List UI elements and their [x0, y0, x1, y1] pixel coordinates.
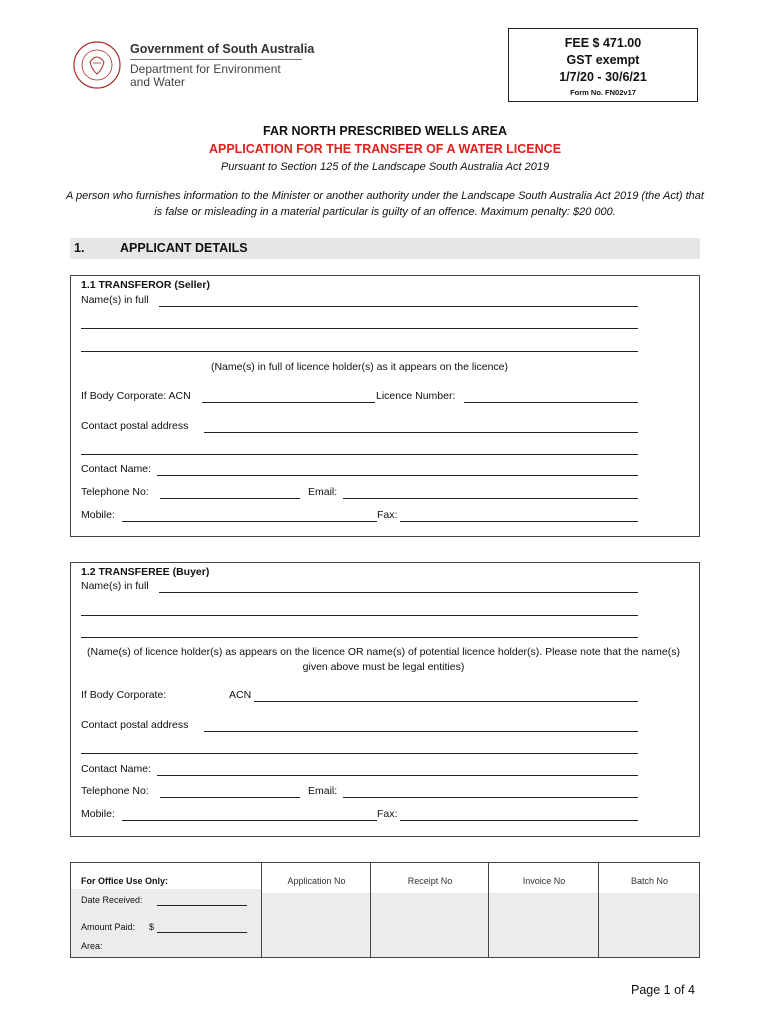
transferee-postal-field-1[interactable] — [204, 731, 638, 732]
transferor-contact-field[interactable] — [157, 475, 638, 476]
transferee-acn-label: ACN — [229, 689, 252, 701]
transferor-mobile-label: Mobile: — [81, 509, 115, 521]
government-name: Government of South Australia — [130, 42, 302, 60]
date-received-label — [81, 895, 143, 905]
transferee-heading: 1.2 TRANSFEREE (Buyer) — [81, 566, 210, 578]
receipt-no-cell[interactable] — [371, 893, 488, 957]
transferee-postal-field-2[interactable] — [81, 753, 638, 754]
transferor-body-corp-label: If Body Corporate: ACN — [81, 390, 191, 402]
date-received-text: Date Received: — [81, 895, 143, 905]
section-title: APPLICANT DETAILS — [120, 241, 248, 255]
amount-paid-field[interactable] — [157, 932, 247, 933]
area-title: FAR NORTH PRESCRIBED WELLS AREA — [263, 124, 507, 138]
office-col-application — [261, 863, 370, 957]
section-header-applicant — [70, 238, 700, 259]
office-col-batch — [598, 863, 699, 957]
office-col-invoice — [488, 863, 598, 957]
transferor-heading: 1.1 TRANSFEROR (Seller) — [81, 279, 210, 291]
transferee-telephone-field[interactable] — [160, 797, 300, 798]
department-name: Department for Environment and Water — [130, 62, 281, 89]
transferor-names-field-1[interactable] — [159, 306, 638, 307]
transferor-telephone-label: Telephone No: — [81, 486, 149, 498]
transferor-mobile-field[interactable] — [122, 521, 377, 522]
transferor-postal-field-2[interactable] — [81, 454, 638, 455]
section-number: 1. — [74, 241, 85, 255]
transferee-contact-field[interactable] — [157, 775, 638, 776]
transferee-email-label: Email: — [308, 785, 338, 797]
transferee-fax-field[interactable] — [400, 820, 638, 821]
transferee-mobile-field[interactable] — [122, 820, 377, 821]
transferor-names-field-3[interactable] — [81, 351, 638, 352]
amount-paid-text: Amount Paid: — [81, 922, 136, 932]
transferee-names-note: (Name(s) of licence holder(s) as appears on the licence OR name(s) of potential licence holder(s). Please note that the name(s) given above must be legal entities) — [87, 646, 680, 673]
batch-no-header: Batch No — [630, 876, 669, 886]
transferor-contact-label: Contact Name: — [81, 463, 152, 475]
transferor-licence-field[interactable] — [464, 402, 638, 403]
form-number: Form No. FN02v17 — [570, 88, 636, 97]
transferor-licence-label: Licence Number: — [376, 390, 456, 402]
invoice-no-cell[interactable] — [489, 893, 598, 957]
dollar-sign: $ — [149, 922, 155, 932]
transferee-telephone-label: Telephone No: — [81, 785, 149, 797]
application-title: APPLICATION FOR THE TRANSFER OF A WATER LICENCE — [208, 142, 562, 156]
sa-government-logo — [72, 40, 122, 90]
batch-no-cell[interactable] — [599, 893, 699, 957]
government-heading — [130, 42, 315, 89]
office-use-title: For Office Use Only: — [81, 876, 169, 886]
pursuant-subtitle: Pursuant to Section 125 of the Landscape South Australia Act 2019 — [220, 161, 550, 173]
amount-paid-label — [81, 922, 155, 932]
transferee-names-label: Name(s) in full — [81, 580, 149, 592]
transferee-mobile-label: Mobile: — [81, 808, 115, 820]
transferee-names-field-1[interactable] — [159, 592, 638, 593]
penalty-warning: A person who furnishes information to the Minister or another authority under the Landscape South Australia Act 2019 (the Act) that is false or misleading in a material particular is guilty of an offence. Maximum penalty: $20 000. — [66, 190, 704, 218]
application-no-header: Application No — [287, 876, 346, 886]
transferor-email-field[interactable] — [343, 498, 638, 499]
application-no-cell[interactable] — [262, 893, 370, 957]
transferee-names-field-3[interactable] — [81, 637, 638, 638]
fee-period: 1/7/20 - 30/6/21 — [559, 70, 647, 84]
page-number: Page 1 of 4 — [631, 983, 695, 997]
transferor-email-label: Email: — [308, 486, 338, 498]
office-use-table — [70, 862, 700, 958]
transferor-telephone-field[interactable] — [160, 498, 300, 499]
transferor-fax-label: Fax: — [377, 509, 398, 521]
transferee-body-corp-label: If Body Corporate: — [81, 689, 167, 701]
fee-box — [508, 28, 698, 102]
area-label: Area: — [81, 941, 103, 951]
fee-amount: FEE $ 471.00 — [564, 36, 642, 50]
transferor-box — [70, 275, 700, 537]
transferee-email-field[interactable] — [343, 797, 638, 798]
transferor-names-note: (Name(s) in full of licence holder(s) as it appears on the licence) — [210, 361, 509, 373]
transferor-names-label: Name(s) in full — [81, 294, 149, 306]
transferor-fax-field[interactable] — [400, 521, 638, 522]
transferee-postal-label: Contact postal address — [81, 719, 189, 731]
transferee-names-field-2[interactable] — [81, 615, 638, 616]
transferor-acn-field[interactable] — [202, 402, 375, 403]
transferor-postal-field-1[interactable] — [204, 432, 638, 433]
receipt-no-header: Receipt No — [407, 876, 453, 886]
transferee-acn-field[interactable] — [254, 701, 638, 702]
date-received-field[interactable] — [157, 905, 247, 906]
transferor-postal-label: Contact postal address — [81, 420, 189, 432]
transferee-box — [70, 562, 700, 837]
gst-status: GST exempt — [566, 53, 640, 67]
transferee-fax-label: Fax: — [377, 808, 398, 820]
transferor-names-field-2[interactable] — [81, 328, 638, 329]
invoice-no-header: Invoice No — [522, 876, 566, 886]
transferee-contact-label: Contact Name: — [81, 763, 152, 775]
office-col-receipt — [370, 863, 488, 957]
